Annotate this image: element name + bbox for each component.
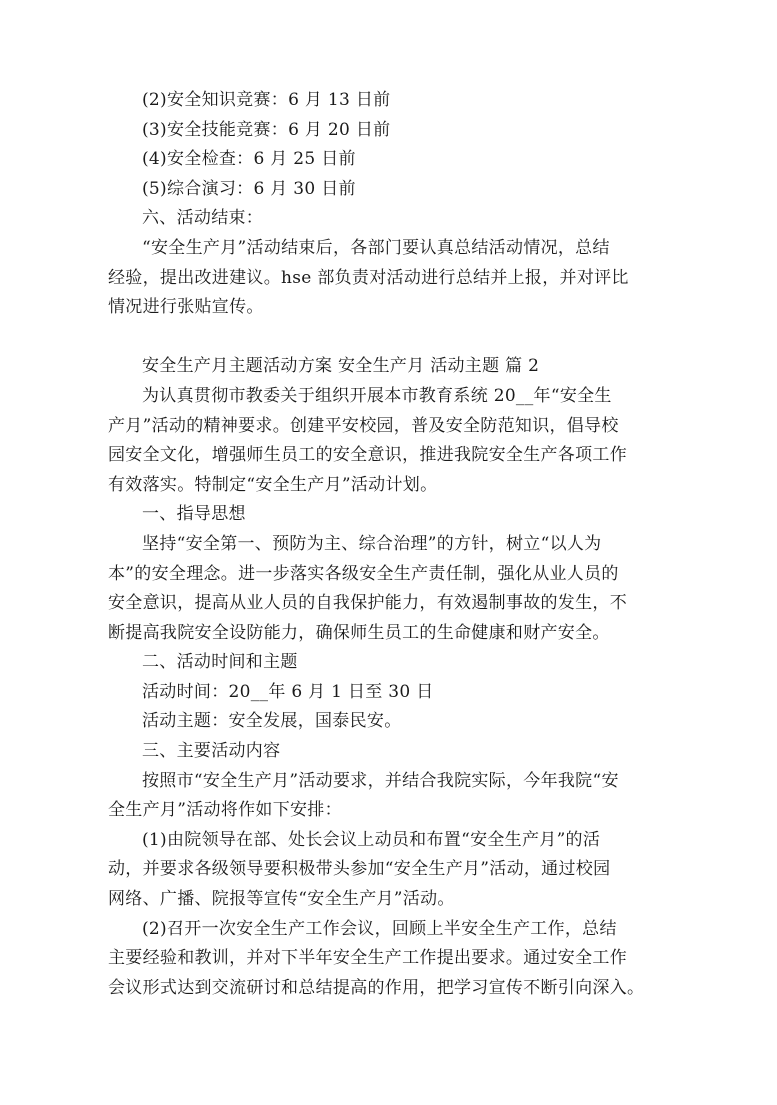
text-line: 为认真贯彻市教委关于组织开展本市教育系统 20__年“安全生 <box>142 385 612 406</box>
text-line: (2)召开一次安全生产工作会议，回顾上半安全生产工作，总结 <box>142 918 617 939</box>
text-line: 二、活动时间和主题 <box>142 652 298 673</box>
document-body <box>108 86 683 1003</box>
blank-line <box>108 323 683 353</box>
text-line: 六、活动结束： <box>142 208 264 229</box>
text-line: 活动时间：20__年 6 月 1 日至 30 日 <box>142 681 434 702</box>
text-line: 三、主要活动内容 <box>142 741 281 762</box>
text-line: 情况进行张贴宣传。 <box>108 297 264 318</box>
text-line: (5)综合演习：6 月 30 日前 <box>142 178 356 199</box>
text-line: 会议形式达到交流研讨和总结提高的作用，把学习宣传不断引向深入。 <box>108 977 645 998</box>
text-line: 网络、广播、院报等宣传“安全生产月”活动。 <box>108 889 455 910</box>
text-line: 活动主题：安全发展，国泰民安。 <box>142 711 402 732</box>
text-line: 全生产月”活动将作如下安排： <box>108 800 342 821</box>
text-line: 园安全文化，增强师生员工的安全意识，推进我院安全生产各项工作 <box>108 445 627 466</box>
text-line: 经验，提出改进建议。hse 部负责对活动进行总结并上报，并对评比 <box>108 267 629 288</box>
text-line: 一、指导思想 <box>142 504 246 525</box>
text-line: 按照市“安全生产月”活动要求，并结合我院实际，今年我院“安 <box>142 770 619 791</box>
text-line: 本”的安全理念。进一步落实各级安全生产责任制，强化从业人员的 <box>108 563 619 584</box>
text-line: (1)由院领导在部、处长会议上动员和布置“安全生产月”的活 <box>142 829 601 850</box>
text-line: 坚持“安全第一、预防为主、综合治理”的方针，树立“以人为 <box>142 533 602 554</box>
text-line: 断提高我院安全设防能力，确保师生员工的生命健康和财产安全。 <box>108 622 610 643</box>
text-line: 主要经验和教训，并对下半年安全生产工作提出要求。通过安全工作 <box>108 948 627 969</box>
text-line: 有效落实。特制定“安全生产月”活动计划。 <box>108 474 438 495</box>
text-line: 安全生产月主题活动方案 安全生产月 活动主题 篇 2 <box>142 356 540 377</box>
text-line: (2)安全知识竞赛：6 月 13 日前 <box>142 90 391 110</box>
text-line: 产月”活动的精神要求。创建平安校园，普及安全防范知识，倡导校 <box>108 415 619 436</box>
text-line: (4)安全检查：6 月 25 日前 <box>142 149 356 170</box>
text-line: (3)安全技能竞赛：6 月 20 日前 <box>142 119 391 140</box>
text-line: 动，并要求各级领导要积极带头参加“安全生产月”活动，通过校园 <box>108 859 611 880</box>
text-line: “安全生产月”活动结束后，各部门要认真总结活动情况，总结 <box>142 237 610 258</box>
text-line: 安全意识，提高从业人员的自我保护能力，有效遏制事故的发生，不 <box>108 593 627 614</box>
